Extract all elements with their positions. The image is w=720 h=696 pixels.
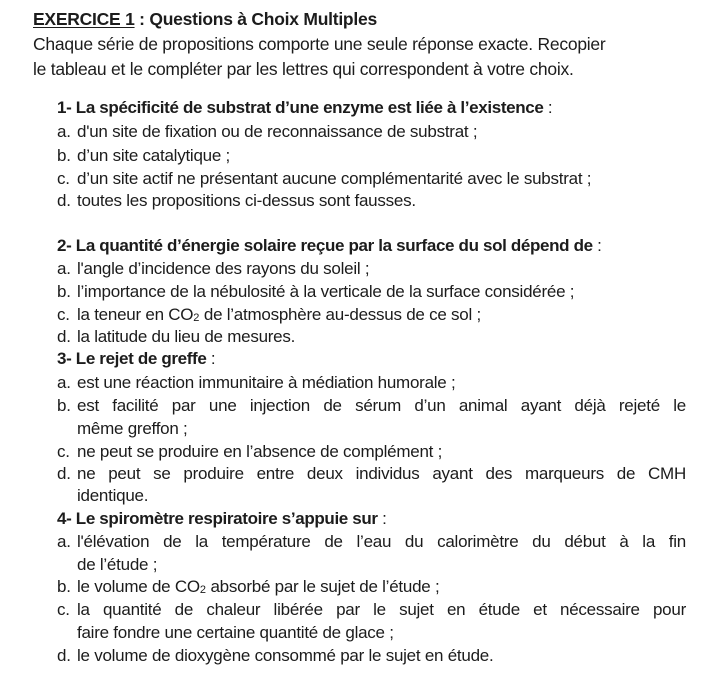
question-2-heading [57, 235, 601, 257]
option-text: d’un site catalytique ; [77, 146, 231, 165]
option-text: la quantité de chaleur libérée par le sujet en étude et nécessaire pour [77, 600, 686, 619]
question-4-heading [57, 508, 386, 530]
option-letter: d. [57, 191, 71, 210]
q1-option-b [57, 145, 230, 167]
option-text: est facilité par une injection de sérum d’un animal ayant déjà rejeté le [77, 396, 686, 415]
q3-option-b-continued: même greffon ; [77, 419, 188, 438]
question-4-text: 4- Le spiromètre respiratoire s’appuie sur [57, 509, 378, 528]
option-letter: d. [57, 327, 71, 346]
q4-option-c-continued: faire fondre une certaine quantité de glace ; [77, 623, 394, 642]
q3-option-c [57, 441, 442, 463]
exercise-subtitle: : Questions à Choix Multiples [134, 9, 377, 29]
q4-option-a [57, 531, 686, 553]
option-text: ne peut se produire en l’absence de complément ; [77, 442, 443, 461]
option-text: l'élévation de la température de l’eau du calorimètre du début à la fin [77, 532, 686, 551]
question-2-text: 2- La quantité d’énergie solaire reçue par la surface du sol dépend de [57, 236, 593, 255]
option-letter: c. [57, 305, 70, 324]
option-letter: b. [57, 396, 71, 415]
option-letter: a. [57, 259, 71, 278]
option-text-cont: de l’atmosphère au-dessus de ce sol ; [199, 305, 481, 324]
option-letter: d. [57, 464, 71, 483]
exercise-number: EXERCICE 1 [33, 9, 135, 29]
option-text: toutes les propositions ci-dessus sont fausses. [77, 191, 416, 210]
q4-option-c [57, 599, 686, 621]
option-text: le volume de dioxygène consommé par le sujet en étude. [77, 646, 494, 665]
option-letter: c. [57, 169, 70, 188]
option-text: le volume de CO [77, 577, 200, 596]
question-3-heading [57, 348, 215, 370]
q3-option-a [57, 372, 455, 394]
option-letter: d. [57, 646, 71, 665]
option-text-cont: absorbé par le sujet de l’étude ; [206, 577, 440, 596]
option-letter: b. [57, 146, 71, 165]
instructions-line-2: le tableau et le compléter par les lettres qui correspondent à votre choix. [33, 59, 574, 79]
option-letter: a. [57, 122, 71, 141]
q3-option-d [57, 463, 686, 485]
question-3-colon: : [206, 349, 216, 368]
q3-option-d-continued: identique. [77, 486, 149, 505]
q1-option-d [57, 190, 416, 212]
q2-option-d [57, 326, 295, 348]
q4-option-a-continued: de l’étude ; [77, 555, 158, 574]
q1-option-a [57, 121, 477, 143]
option-letter: b. [57, 577, 71, 596]
option-letter: b. [57, 282, 71, 301]
q2-option-b [57, 281, 574, 303]
q3-option-b [57, 395, 686, 417]
option-letter: a. [57, 373, 71, 392]
q4-option-b [57, 576, 439, 601]
subscript-2: 2 [199, 584, 206, 596]
option-text: l’importance de la nébulosité à la verticale de la surface considérée ; [77, 282, 575, 301]
q2-option-a [57, 258, 369, 280]
option-text: d'un site de fixation ou de reconnaissance de substrat ; [77, 122, 478, 141]
option-letter: c. [57, 600, 70, 619]
question-1-text: 1- La spécificité de substrat d’une enzyme est liée à l’existence [57, 98, 544, 117]
question-1-colon: : [543, 98, 553, 117]
option-text: l'angle d’incidence des rayons du soleil ; [77, 259, 370, 278]
question-2-colon: : [592, 236, 602, 255]
option-text: d’un site actif ne présentant aucune complémentarité avec le substrat ; [77, 169, 592, 188]
option-text: ne peut se produire entre deux individus ayant des marqueurs de CMH [77, 464, 686, 483]
subscript-2: 2 [193, 312, 200, 324]
option-letter: c. [57, 442, 70, 461]
q4-option-d [57, 645, 493, 667]
option-text: est une réaction immunitaire à médiation humorale ; [77, 373, 456, 392]
question-1-heading [57, 97, 552, 119]
option-text: la teneur en CO [77, 305, 194, 324]
q1-option-c [57, 168, 591, 190]
instructions-line-1: Chaque série de propositions comporte une seule réponse exacte. Recopier [33, 34, 606, 54]
question-4-colon: : [377, 509, 387, 528]
option-letter: a. [57, 532, 71, 551]
question-3-text: 3- Le rejet de greffe [57, 349, 207, 368]
exercise-title [33, 8, 377, 30]
option-text: la latitude du lieu de mesures. [77, 327, 296, 346]
